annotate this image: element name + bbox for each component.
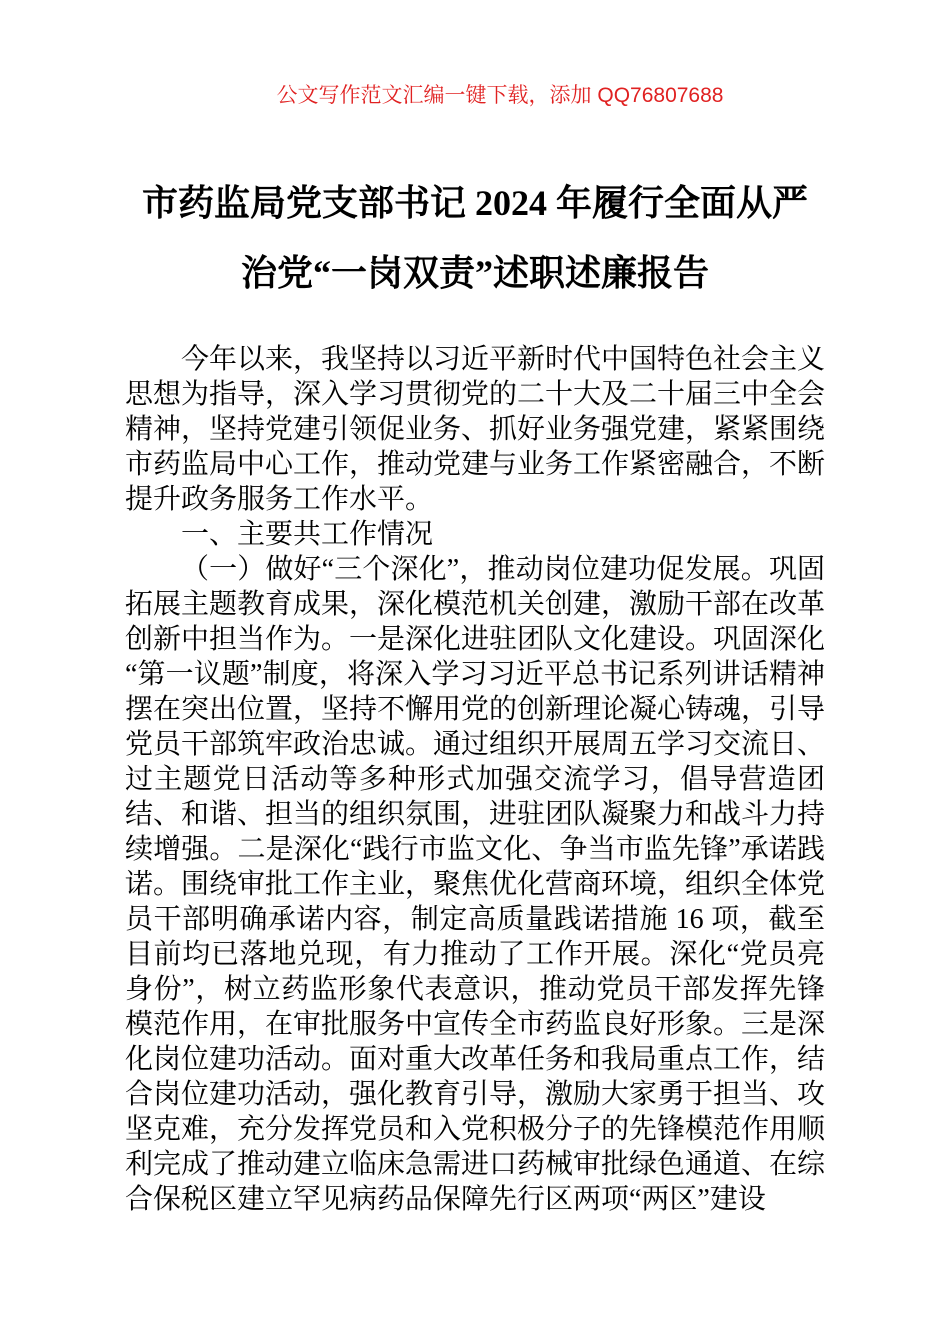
doc-title-line-2: 治党“一岗双责”述职述廉报告: [240, 253, 709, 293]
doc-title-line-1: 市药监局党支部书记 2024 年履行全面从严: [141, 183, 808, 223]
doc-title: [0, 168, 950, 308]
promo-banner: 公文写作范文汇编一键下载，添加 QQ76807688: [276, 84, 724, 107]
paragraph-section-one: （一）做好“三个深化”，推动岗位建功促发展。巩固拓展主题教育成果，深化模范机关创建，激励干部在改革创新中担当作为。一是深化进驻团队文化建设。巩固深化“第一议题”制度，将深入学习习近平总书记系列讲话精神摆在突出位置，坚持不懈用党的创新理论凝心铸魂，引导党员干部筑牢政治忠诚。通过组织开展周五学习交流日、过主题党日活动等多种形式加强交流学习，倡导营造团结、和谐、担当的组织氛围，进驻团队凝聚力和战斗力持续增强。二是深化“践行市监文化、争当市监先锋”承诺践诺。围绕审批工作主业，聚焦优化营商环境，组织全体党员干部明确承诺内容，制定高质量践诺措施 16 项，截至目前均已落地兑现，有力推动了工作开展。深化“党员亮身份”，树立药监形象代表意识，推动党员干部发挥先锋模范作用，在审批服务中宣传全市药监良好形象。三是深化岗位建功活动。面对重大改革任务和我局重点工作，结合岗位建功活动，强化教育引导，激励大家勇于担当、攻坚克难，充分发挥党员和入党积极分子的先锋模范作用顺利完成了推动建立临床急需进口药械审批绿色通道、在综合保税区建立罕见病药品保障先行区两项“两区”建设: [125, 554, 826, 1215]
document-body: [125, 342, 825, 1217]
paragraph-intro: 今年以来，我坚持以习近平新时代中国特色社会主义思想为指导，深入学习贯彻党的二十大及二十届三中全会精神，坚持党建引领促业务、抓好业务强党建，紧紧围绕市药监局中心工作，推动党建与业务工作紧密融合，不断提升政务服务工作水平。: [125, 344, 826, 515]
section-heading: 一、主要共工作情况: [181, 519, 434, 550]
